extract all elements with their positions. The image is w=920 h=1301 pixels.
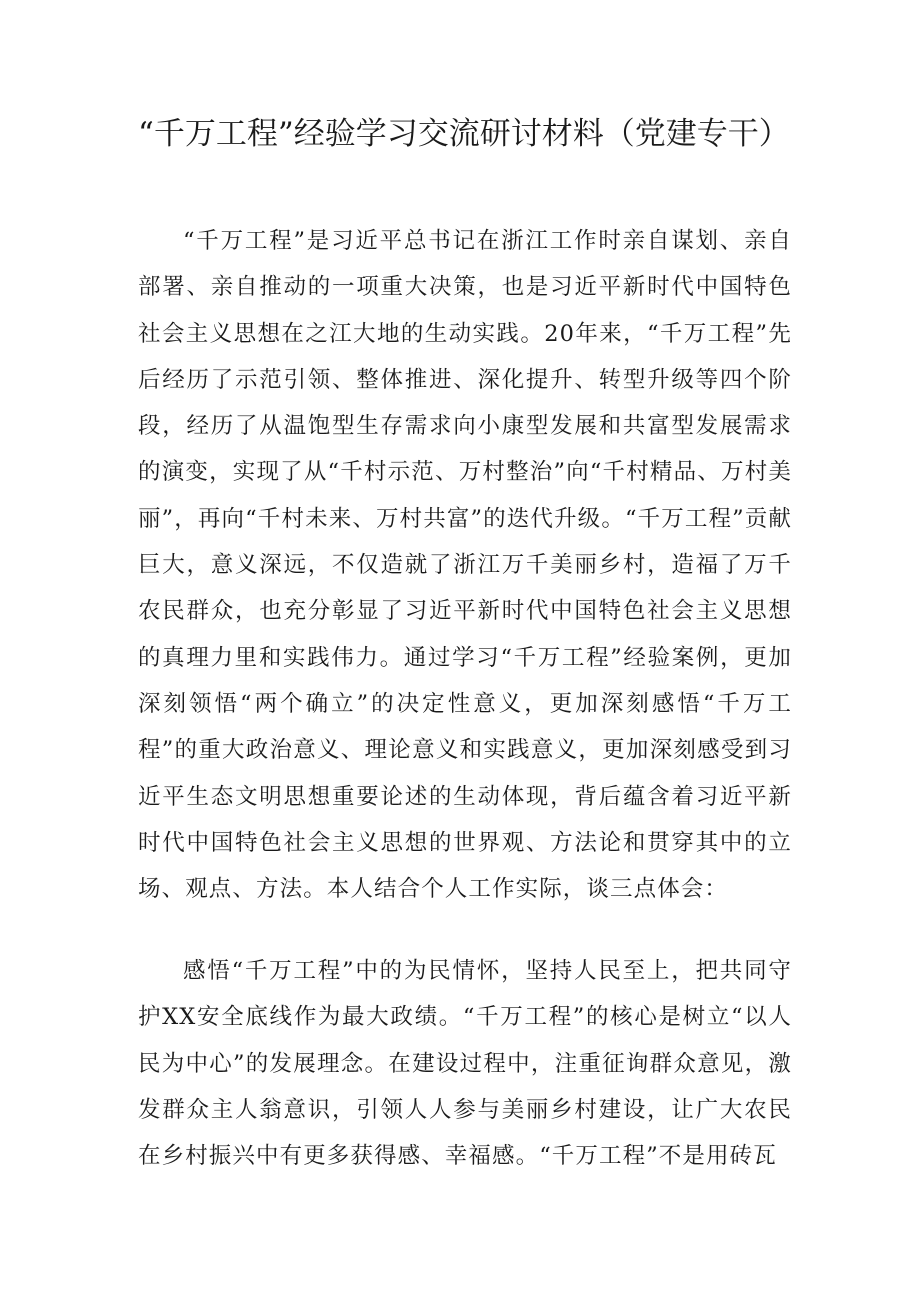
paragraph-intro: “千万工程”是习近平总书记在浙江工作时亲自谋划、亲自部署、亲自推动的一项重大决策，也是习近平新时代中国特色社会主义思想在之江大地的生动实践。20年来，“千万工程”先后经历了示范引领、整体推进、深化提升、转型升级等四个阶段，经历了从温饱型生存需求向小康型发展和共富型发展需求的演变，实现了从“千村示范、万村整治”向“千村精品、万村美丽”，再向“千村未来、万村共富”的迭代升级。“千万工程”贡献巨大，意义深远，不仅造就了浙江万千美丽乡村，造福了万千农民群众，也充分彰显了习近平新时代中国特色社会主义思想的真理力里和实践伟力。通过学习“千万工程”经验案例，更加深刻领悟“两个确立”的决定性意义，更加深刻感悟“千万工程”的重大政治意义、理论意义和实践意义，更加深刻感受到习近平生态文明思想重要论述的生动体现，背后蕴含着习近平新时代中国特色社会主义思想的世界观、方法论和贯穿其中的立场、观点、方法。本人结合个人工作实际，谈三点体会： [138, 228, 792, 903]
document-title: “千万工程”经验学习交流研讨材料（党建专干） [138, 116, 790, 152]
paragraph-point-one: 感悟“千万工程”中的为民情怀，坚持人民至上，把共同守护XX安全底线作为最大政绩。“千万工程”的核心是树立“以人民为中心”的发展理念。在建设过程中，注重征询群众意见，激发群众主人翁意识，引领人人参与美丽乡村建设，让广大农民在乡村振兴中有更多获得感、幸福感。“千万工程”不是用砖瓦 [138, 958, 792, 1170]
